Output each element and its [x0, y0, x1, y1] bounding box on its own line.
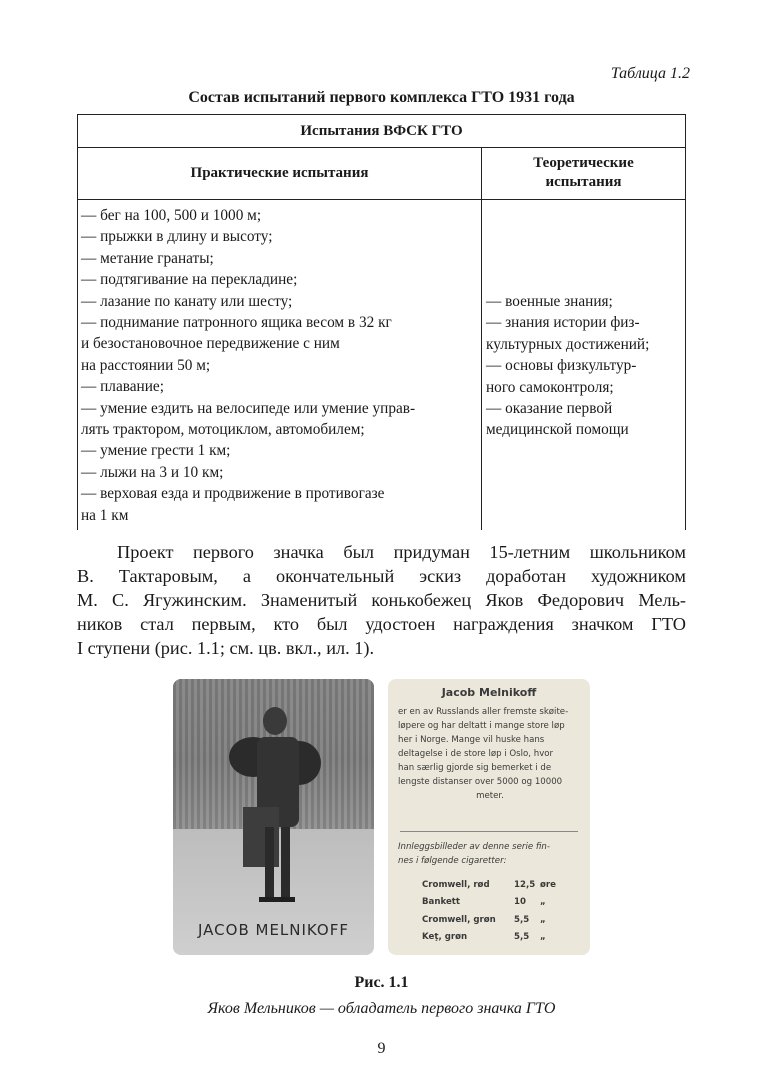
list-item: культурных достижений; — [486, 335, 650, 353]
paragraph-line: М. С. Ягужинским. Знаменитый конькобежец Яков Федорович Мель- — [77, 590, 686, 610]
list-item: — плавание; — [81, 378, 164, 396]
list-item: — основы физкультур- — [486, 357, 637, 375]
list-item: — поднимание патронного ящика весом в 32 кг — [81, 314, 392, 332]
list-item: — умение ездить на велосипеде или умение управ- — [81, 399, 416, 417]
header-theoretical-line: Теоретические — [533, 155, 634, 171]
paragraph-line: В. Тактаровым, а окончательный эскиз доработан художником — [77, 566, 686, 586]
price-name: Cromwell, rød — [422, 880, 490, 890]
figure-label: Рис. 1.1 — [354, 974, 409, 991]
header-theoretical-line: испытания — [545, 174, 622, 190]
list-item: — оказание первой — [486, 400, 613, 418]
tests-table — [77, 114, 686, 530]
photo-caption: JACOB MELNIKOFF — [198, 921, 349, 939]
practical-tests-list — [81, 205, 479, 526]
card-note-line: Innleggsbilleder av denne serie fin- — [398, 842, 550, 852]
card-note-line: nes i følgende cigaretter: — [398, 856, 507, 866]
list-item: ного самоконтроля; — [486, 378, 614, 396]
card-text-line: meter. — [476, 791, 504, 801]
price-unit: „ — [540, 897, 546, 908]
header-practical: Практические испытания — [190, 164, 369, 181]
list-item: — военные знания; — [486, 293, 613, 310]
theoretical-tests-list — [486, 291, 686, 441]
price-row — [422, 894, 570, 911]
card-text-line: er en av Russlands aller fremste skøite- — [398, 707, 569, 717]
price-row — [422, 912, 570, 929]
list-item: — умение грести 1 км; — [81, 442, 231, 460]
list-item: — лазание по канату или шесту; — [81, 292, 293, 310]
paragraph-line: ников стал первым, кто был удостоен награждения значком ГТО — [77, 614, 686, 634]
cigarette-card-back — [388, 679, 590, 955]
card-text-line: han særlig gjorde sig bemerket i de — [398, 763, 552, 773]
skater-figure — [213, 699, 343, 919]
paragraph-line: Проект первого значка был придуман 15-летним школьником — [117, 542, 686, 562]
list-item: на 1 км — [81, 506, 129, 524]
price-row — [422, 877, 570, 894]
card-title: Jacob Melnikoff — [441, 686, 537, 699]
list-item: — прыжки в длину и высоту; — [81, 228, 273, 246]
list-item: и безостановочное передвижение с ним — [81, 335, 340, 353]
list-item: — верховая езда и продвижение в противогазе — [81, 485, 385, 503]
price-unit: „ — [540, 932, 546, 943]
page-number: 9 — [377, 1040, 386, 1057]
list-item: — бег на 100, 500 и 1000 м; — [81, 207, 262, 224]
card-text-line: lengste distanser over 5000 og 10000 — [398, 777, 563, 787]
card-text-line: her i Norge. Mange vil huske hans — [398, 735, 545, 745]
list-item: — лыжи на 3 и 10 км; — [81, 463, 224, 481]
card-note — [398, 840, 582, 868]
list-item: лять трактором, мотоциклом, автомобилем; — [81, 421, 365, 439]
card-text-line: løpere og har deltatt i mange store løp — [398, 721, 565, 731]
price-unit: øre — [540, 880, 556, 890]
table-number: Таблица 1.2 — [610, 65, 690, 82]
price-value: 12,5 — [514, 880, 536, 890]
card-text-line: deltagelse i de store løp i Oslo, hvor — [398, 749, 554, 759]
body-paragraph — [77, 540, 686, 660]
header-theoretical — [482, 147, 685, 199]
card-divider — [400, 831, 578, 832]
list-item: — метание гранаты; — [81, 249, 214, 267]
price-unit: „ — [540, 914, 546, 925]
price-row — [422, 929, 570, 946]
table-title: Состав испытаний первого комплекса ГТО 1931 года — [188, 89, 575, 106]
table-column-headers — [78, 147, 685, 200]
price-name: Cromwell, grøn — [422, 914, 496, 925]
table-main-header: Испытания ВФСК ГТО — [78, 115, 685, 148]
price-name: Keţ, grøn — [422, 932, 468, 943]
figure-caption: Яков Мельников — обладатель первого значка ГТО — [207, 1000, 556, 1017]
list-item: — подтягивание на перекладине; — [81, 271, 298, 289]
column-divider — [481, 147, 482, 530]
price-list — [422, 877, 570, 947]
list-item: на расстоянии 50 м; — [81, 356, 211, 374]
price-value: 10 — [514, 897, 526, 908]
melnikoff-photo — [173, 679, 374, 955]
list-item: — знания истории физ- — [486, 314, 640, 332]
list-item: медицинской помощи — [486, 421, 629, 439]
card-text — [398, 705, 582, 803]
price-name: Bankett — [422, 897, 460, 908]
price-value: 5,5 — [514, 914, 530, 925]
paragraph-line: I ступени (рис. 1.1; см. цв. вкл., ил. 1). — [77, 638, 375, 658]
price-value: 5,5 — [514, 932, 530, 943]
